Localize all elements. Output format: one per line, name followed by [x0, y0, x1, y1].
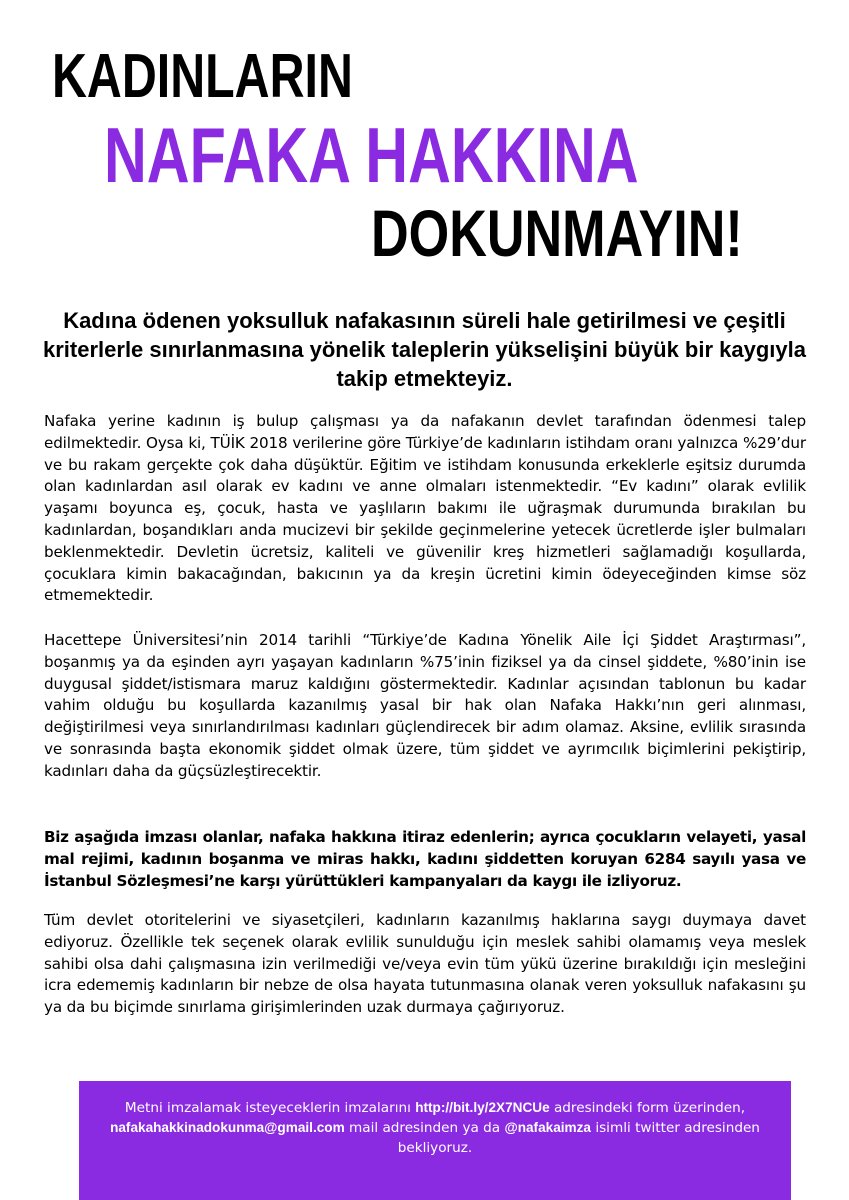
signature-call-box	[79, 1081, 791, 1200]
lead-statement: Kadına ödenen yoksulluk nafakasının süreli hale getirilmesi ve çeşitli kriterlerle sınırlanmasına yönelik taleplerin yükselişini büyük bir kaygıyla takip etmekteyiz.	[43, 308, 806, 391]
footer-text-3: mail adresinden ya da	[344, 1120, 505, 1136]
title-line-2: NAFAKA HAKKINA	[104, 111, 639, 199]
paragraph-1: Nafaka yerine kadının iş bulup çalışması ya da nafakanın devlet tarafından ödenmesi talep edilmektedir. Oysa ki, TÜİK 2018 verilerine göre Türkiye’de kadınların istihdam oranı yalnızca %29’dur ve bu rakam gerçekte çok daha düşüktür. Eğitim ve istihdam konusunda erkeklerle eşitsiz durumda olan kadınlardan asıl olarak ev kadını ve anne olmaları istenmektedir. “Ev kadını” olarak evlilik yaşamı boyunca eş, çocuk, hasta ve yaşlıların bakımı ile uğraşmak durumunda bırakılan bu kadınlardan, boşandıkları anda mucizevi bir şekilde geçinmelerine yetecek ücretlerde işler bulmaları beklenmektedir. Devletin ücretsiz, kaliteli ve güvenilir kreş hizmetleri sağlamadığı koşullarda, çocuklara kimin bakacağından, bakıcının ya da kreşin ücretini kimin ödeyeceğinden kimse söz etmemektedir.	[44, 412, 806, 605]
footer-text-4: isimli twitter adresinden bekliyoruz.	[397, 1120, 760, 1156]
title-line-1: KADINLARIN	[52, 42, 353, 111]
paragraph-2: Hacettepe Üniversitesi’nin 2014 tarihli “Türkiye’de Kadına Yönelik Aile İçi Şiddet Araştırması”, boşanmış ya da eşinden ayrı yaşayan kadınların %75’inin fiziksel ya da cinsel şiddete, %80’inin ise duygusal şiddet/istismara maruz kaldığını göstermektedir. Kadınlar açısından tablonun bu kadar vahim olduğu bu koşullarda kazanılmış yasal bir hak olan Nafaka Hakkı’nın geri alınması, değiştirilmesi veya sınırlandırılması kadınları güçlendirecek bir adım olamaz. Aksine, evlilik sırasında ve sonrasında başta ekonomik şiddet olmak üzere, tüm şiddet ve ayrımcılık biçimlerini pekiştirip, kadınları daha da güçsüzleştirecektir.	[44, 631, 806, 780]
paragraph-3-bold: Biz aşağıda imzası olanlar, nafaka hakkına itiraz edenlerin; ayrıca çocukların velayeti, yasal mal rejimi, kadının boşanma ve miras hakkı, kadını şiddetten koruyan 6284 sayılı yasa ve İstanbul Sözleşmesi’ne karşı yürüttükleri kampanyaları da kaygı ile izliyoruz.	[44, 828, 806, 890]
paragraph-4: Tüm devlet otoritelerini ve siyasetçileri, kadınların kazanılmış haklarına saygı duymaya davet ediyoruz. Özellikle tek seçenek olarak evlilik sunulduğu için meslek sahibi olamamış veya meslek sahibi olsa dahi çalışmasına izin verilmediği ve/veya evin tüm yükü üzerine bırakıldığı için mesleğini icra edememiş kadınların bir nebze de olsa hayata tutunmasına olanak veren yoksulluk nafakasını şu ya da bu biçimde sınırlama girişimlerinden uzak durmaya çağırıyoruz.	[44, 911, 806, 1017]
contact-email-link[interactable]: nafakahakkinadokunma@gmail.com	[110, 1120, 345, 1135]
twitter-handle-link[interactable]: @nafakaimza	[504, 1120, 591, 1135]
title-line-3: DOKUNMAYIN!	[371, 196, 743, 270]
signature-form-link[interactable]: http://bit.ly/2X7NCUe	[415, 1100, 550, 1115]
footer-text-2: adresindeki form üzerinden,	[549, 1100, 746, 1116]
footer-text-1: Metni imzalamak isteyeceklerin imzalarını	[124, 1100, 416, 1116]
